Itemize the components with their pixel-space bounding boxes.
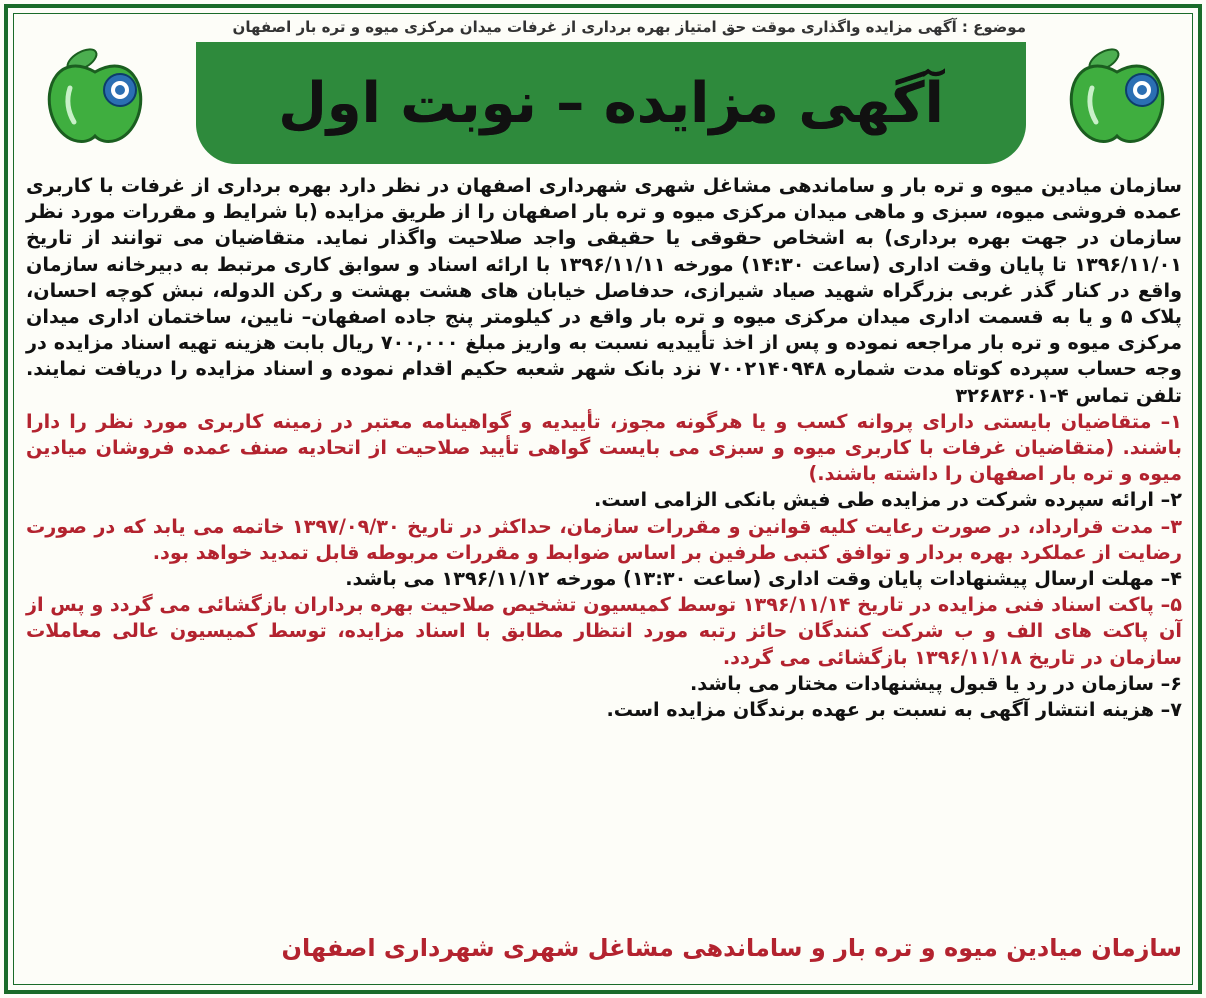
notice-body xyxy=(26,173,1182,723)
green-apple-logo-icon xyxy=(40,38,150,150)
notice-topic: موضوع : آگهی مزایده واگذاری موقت حق امتیاز بهره برداری از غرفات میدان مرکزی میوه و تره بار اصفهان xyxy=(232,18,1026,36)
condition-item: ۷– هزینه انتشار آگهی به نسبت بر عهده برندگان مزایده است. xyxy=(606,698,1182,722)
banner-title: آگهی مزایده – نوبت اول xyxy=(268,71,954,136)
condition-item: ۴– مهلت ارسال پیشنهادات پایان وقت اداری (ساعت ۱۳:۳۰) مورخه ۱۳۹۶/۱۱/۱۲ می باشد. xyxy=(345,567,1182,591)
condition-item: ۱– متقاضیان بایستی دارای پروانه کسب و یا هرگونه مجوز، تأییدیه و گواهینامه معتبر در زمینه کاربری مورد نظر را دارا باشند. (متقاضیان غرفات با کاربری میوه و سبزی می بایست گواهی تأیید صلاحیت از اتحادیه صنف عمده فروشان میادین میوه و تره بار اصفهان را داشته باشند.) xyxy=(26,409,1182,486)
intro-paragraph: سازمان میادین میوه و تره بار و ساماندهی مشاغل شهری شهرداری اصفهان در نظر دارد بهره برداری از غرفات با کاربری عمده فروشی میوه، سبزی و ماهی میدان مرکزی میوه و تره بار اصفهان را از طریق مزایده (با شرایط و مقررات مورد نظر سازمان در جهت بهره برداری) به اشخاص حقوقی یا حقیقی واجد صلاحیت واگذار نماید. متقاضیان می توانند از تاریخ ۱۳۹۶/۱۱/۰۱ تا پایان وقت اداری (ساعت ۱۴:۳۰) مورخه ۱۳۹۶/۱۱/۱۱ با ارائه اسناد و سوابق کاری مرتبط به دبیرخانه سازمان واقع در کنار گذر غربی بزرگراه شهید صیاد شیرازی، حدفاصل خیابان های هشت بهشت و رکن الدوله، نبش کوچه احسان، پلاک ۵ و یا به قسمت اداری میدان مرکزی میوه و تره بار واقع در کیلومتر پنج جاده اصفهان– نایین، ساختمان اداری میدان مرکزی میوه و تره بار مراجعه نموده و پس از اخذ تأییدیه نسبت به واریز مبلغ ۷۰۰,۰۰۰ ریال بابت هزینه تهیه اسناد مزایده در وجه حساب سپرده کوتاه مدت شماره ۷۰۰۲۱۴۰۹۴۸ نزد بانک شهر شعبه حکیم اقدام نموده و اسناد مزایده را دریافت نمایند. تلفن تماس ۴-۳۲۶۸۳۶۰۱ xyxy=(26,174,1183,407)
condition-item: ۳– مدت قرارداد، در صورت رعایت کلیه قوانین و مقررات سازمان، حداکثر در تاریخ ۱۳۹۷/۰۹/۳۰ خاتمه می یابد که در صورت رضایت از عملکرد بهره بردار و توافق کتبی طرفین بر اساس ضوابط و مقررات مربوطه قابل تمدید خواهد بود. xyxy=(26,514,1182,564)
issuer-signature: سازمان میادین میوه و تره بار و ساماندهی مشاغل شهری شهرداری اصفهان xyxy=(281,934,1182,962)
condition-item: ۶– سازمان در رد یا قبول پیشنهادات مختار می باشد. xyxy=(690,671,1182,695)
title-banner xyxy=(196,42,1026,164)
green-apple-logo-icon xyxy=(1062,38,1172,150)
condition-item: ۵– پاکت اسناد فنی مزایده در تاریخ ۱۳۹۶/۱۱/۱۴ توسط کمیسیون تشخیص صلاحیت بهره برداران بازگشائی می گردد و پس از آن پاکت های الف و ب شرکت کنندگان حائز رتبه مورد انتظار مطابق با اسناد مزایده، توسط کمیسیون عالی معاملات سازمان در تاریخ ۱۳۹۶/۱۱/۱۸ بازگشائی می گردد. xyxy=(26,593,1182,669)
condition-item: ۲– ارائه سپرده شرکت در مزایده طی فیش بانکی الزامی است. xyxy=(594,488,1182,512)
